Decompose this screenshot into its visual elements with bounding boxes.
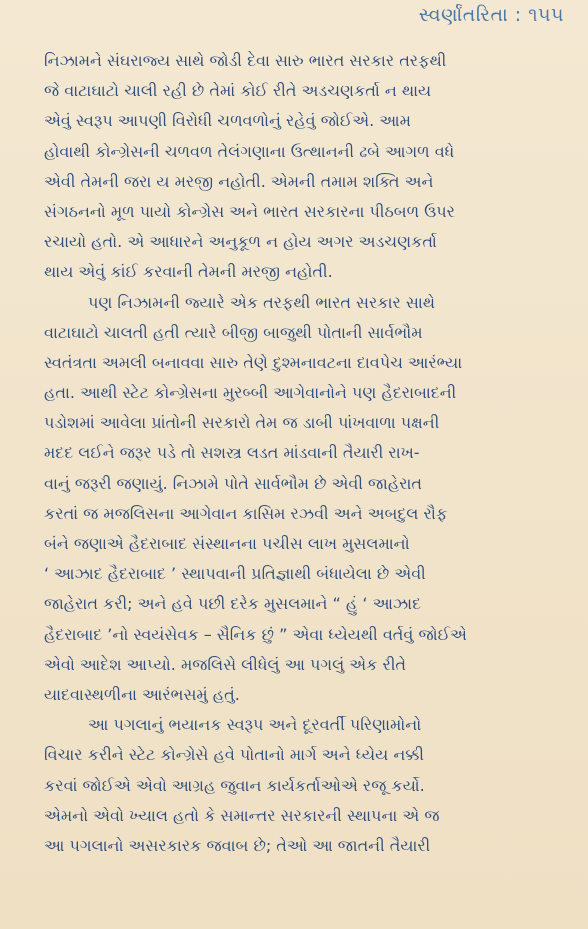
text-line: વાનું જરૂરી જણાયું. નિઝામે પોતે સાર્વભૌમ છે એવી જાહેરાત bbox=[44, 473, 422, 493]
text-line: કરતાં જ મજલિસના આગેવાન કાસિમ રઝવી અને અબદુલ રૌફ bbox=[44, 503, 448, 523]
text-line: હૈદરાબાદ ’નો સ્વયંસેવક – સૈનિક છું ” એવા ધ્યેયથી વર્તવું જોઈએ bbox=[44, 624, 467, 644]
text-line: પડોશમાં આવેલા પ્રાંતોની સરકારો તેમ જ ડાબી પાંખવાળા પક્ષની bbox=[44, 413, 440, 433]
text-line: બંને જણાએ હૈદરાબાદ સંસ્થાનના પચીસ લાખ મુસલમાનો bbox=[44, 534, 410, 553]
text-line: પણ નિઝામની જ્યારે એક તરફથી ભારત સરકાર સાથે bbox=[88, 292, 436, 312]
text-line: આ પગલાનું ભયાનક સ્વરૂપ અને દૂરવર્તી પરિણામોનો bbox=[88, 715, 422, 735]
text-line: વાટાઘાટો ચાલતી હતી ત્યારે બીજી બાજુથી પોતાની સાર્વભૌમ bbox=[44, 322, 423, 342]
body-text bbox=[44, 46, 566, 861]
text-line: જે વાટાઘાટો ચાલી રહી છે તેમાં કોઈ રીતે અડચણકર્તા ન થાય bbox=[44, 81, 432, 101]
text-line: એવી તેમની જરા ય મરજી નહોતી. એમની તમામ શક્તિ અને bbox=[44, 171, 434, 191]
text-line: રચાયો હતો. એ આધારને અનુકૂળ ન હોય અગર અડચણકર્તા bbox=[44, 232, 437, 252]
text-line: નિઝામને સંઘરાજ્ય સાથે જોડી દેવા સારુ ભારત સરકાર તરફથી bbox=[44, 51, 447, 70]
text-line: હોવાથી કોન્ગ્રેસની ચળવળ તેલંગણાના ઉત્થાનની ઢબે આગળ વધે bbox=[44, 141, 455, 161]
text-line: વિચાર કરીને સ્ટેટ કોન્ગ્રેસે હવે પોતાનો માર્ગ અને ધ્યેય નક્કી bbox=[44, 745, 424, 765]
text-line: આ પગલાનો અસરકારક જવાબ છે; તેઓ આ જાતની તૈયારી bbox=[44, 835, 431, 855]
text-line: સંગઠનનો મૂળ પાયો કોન્ગ્રેસ અને ભારત સરકારના પીઠબળ ઉપર bbox=[44, 201, 455, 221]
running-header: સ્વર્ણાંતરિતા : ૧૫૫ bbox=[418, 4, 564, 26]
text-line: જાહેરાત કરી; અને હવે પછી દરેક મુસલમાને “ હું ‘ આઝાદ bbox=[44, 594, 422, 614]
text-line: સ્વતંત્રતા અમલી બનાવવા સારુ તેણે દુશ્મનાવટના દાવપેચ આરંભ્યા bbox=[44, 352, 463, 372]
text-line: હતા. આથી સ્ટેટ કોન્ગ્રેસના મુરબ્બી આગેવાનોને પણ હૈદરાબાદની bbox=[44, 383, 457, 403]
text-line: ‘ આઝાદ હૈદરાબાદ ’ સ્થાપવાની પ્રતિજ્ઞાથી બંધાયેલા છે એવી bbox=[44, 564, 426, 584]
text-line: એવો આદેશ આપ્યો. મજલિસે લીધેલું આ પગલું એક રીતે bbox=[44, 654, 406, 674]
text-line: થાય એવું કાંઈ કરવાની તેમની મરજી નહોતી. bbox=[44, 262, 333, 282]
text-line: એવું સ્વરૂપ આપણી વિરોધી ચળવળોનું રહેવું જોઈએ. આમ bbox=[44, 111, 411, 131]
text-line: યાદવાસ્થળીના આરંભસમું હતું. bbox=[44, 684, 240, 704]
text-line: એમનો એવો ખ્યાલ હતો કે સમાન્તર સરકારની સ્થાપના એ જ bbox=[44, 805, 440, 825]
text-line: કરવાં જોઈએ એવો આગ્રહ જુવાન કાર્યકર્તાઓએ રજૂ કર્યો. bbox=[44, 775, 425, 795]
text-line: મદદ લઈને જરૂર પડે તો સશસ્ત્ર લડત માંડવાની તૈયારી રાખ- bbox=[44, 443, 420, 463]
